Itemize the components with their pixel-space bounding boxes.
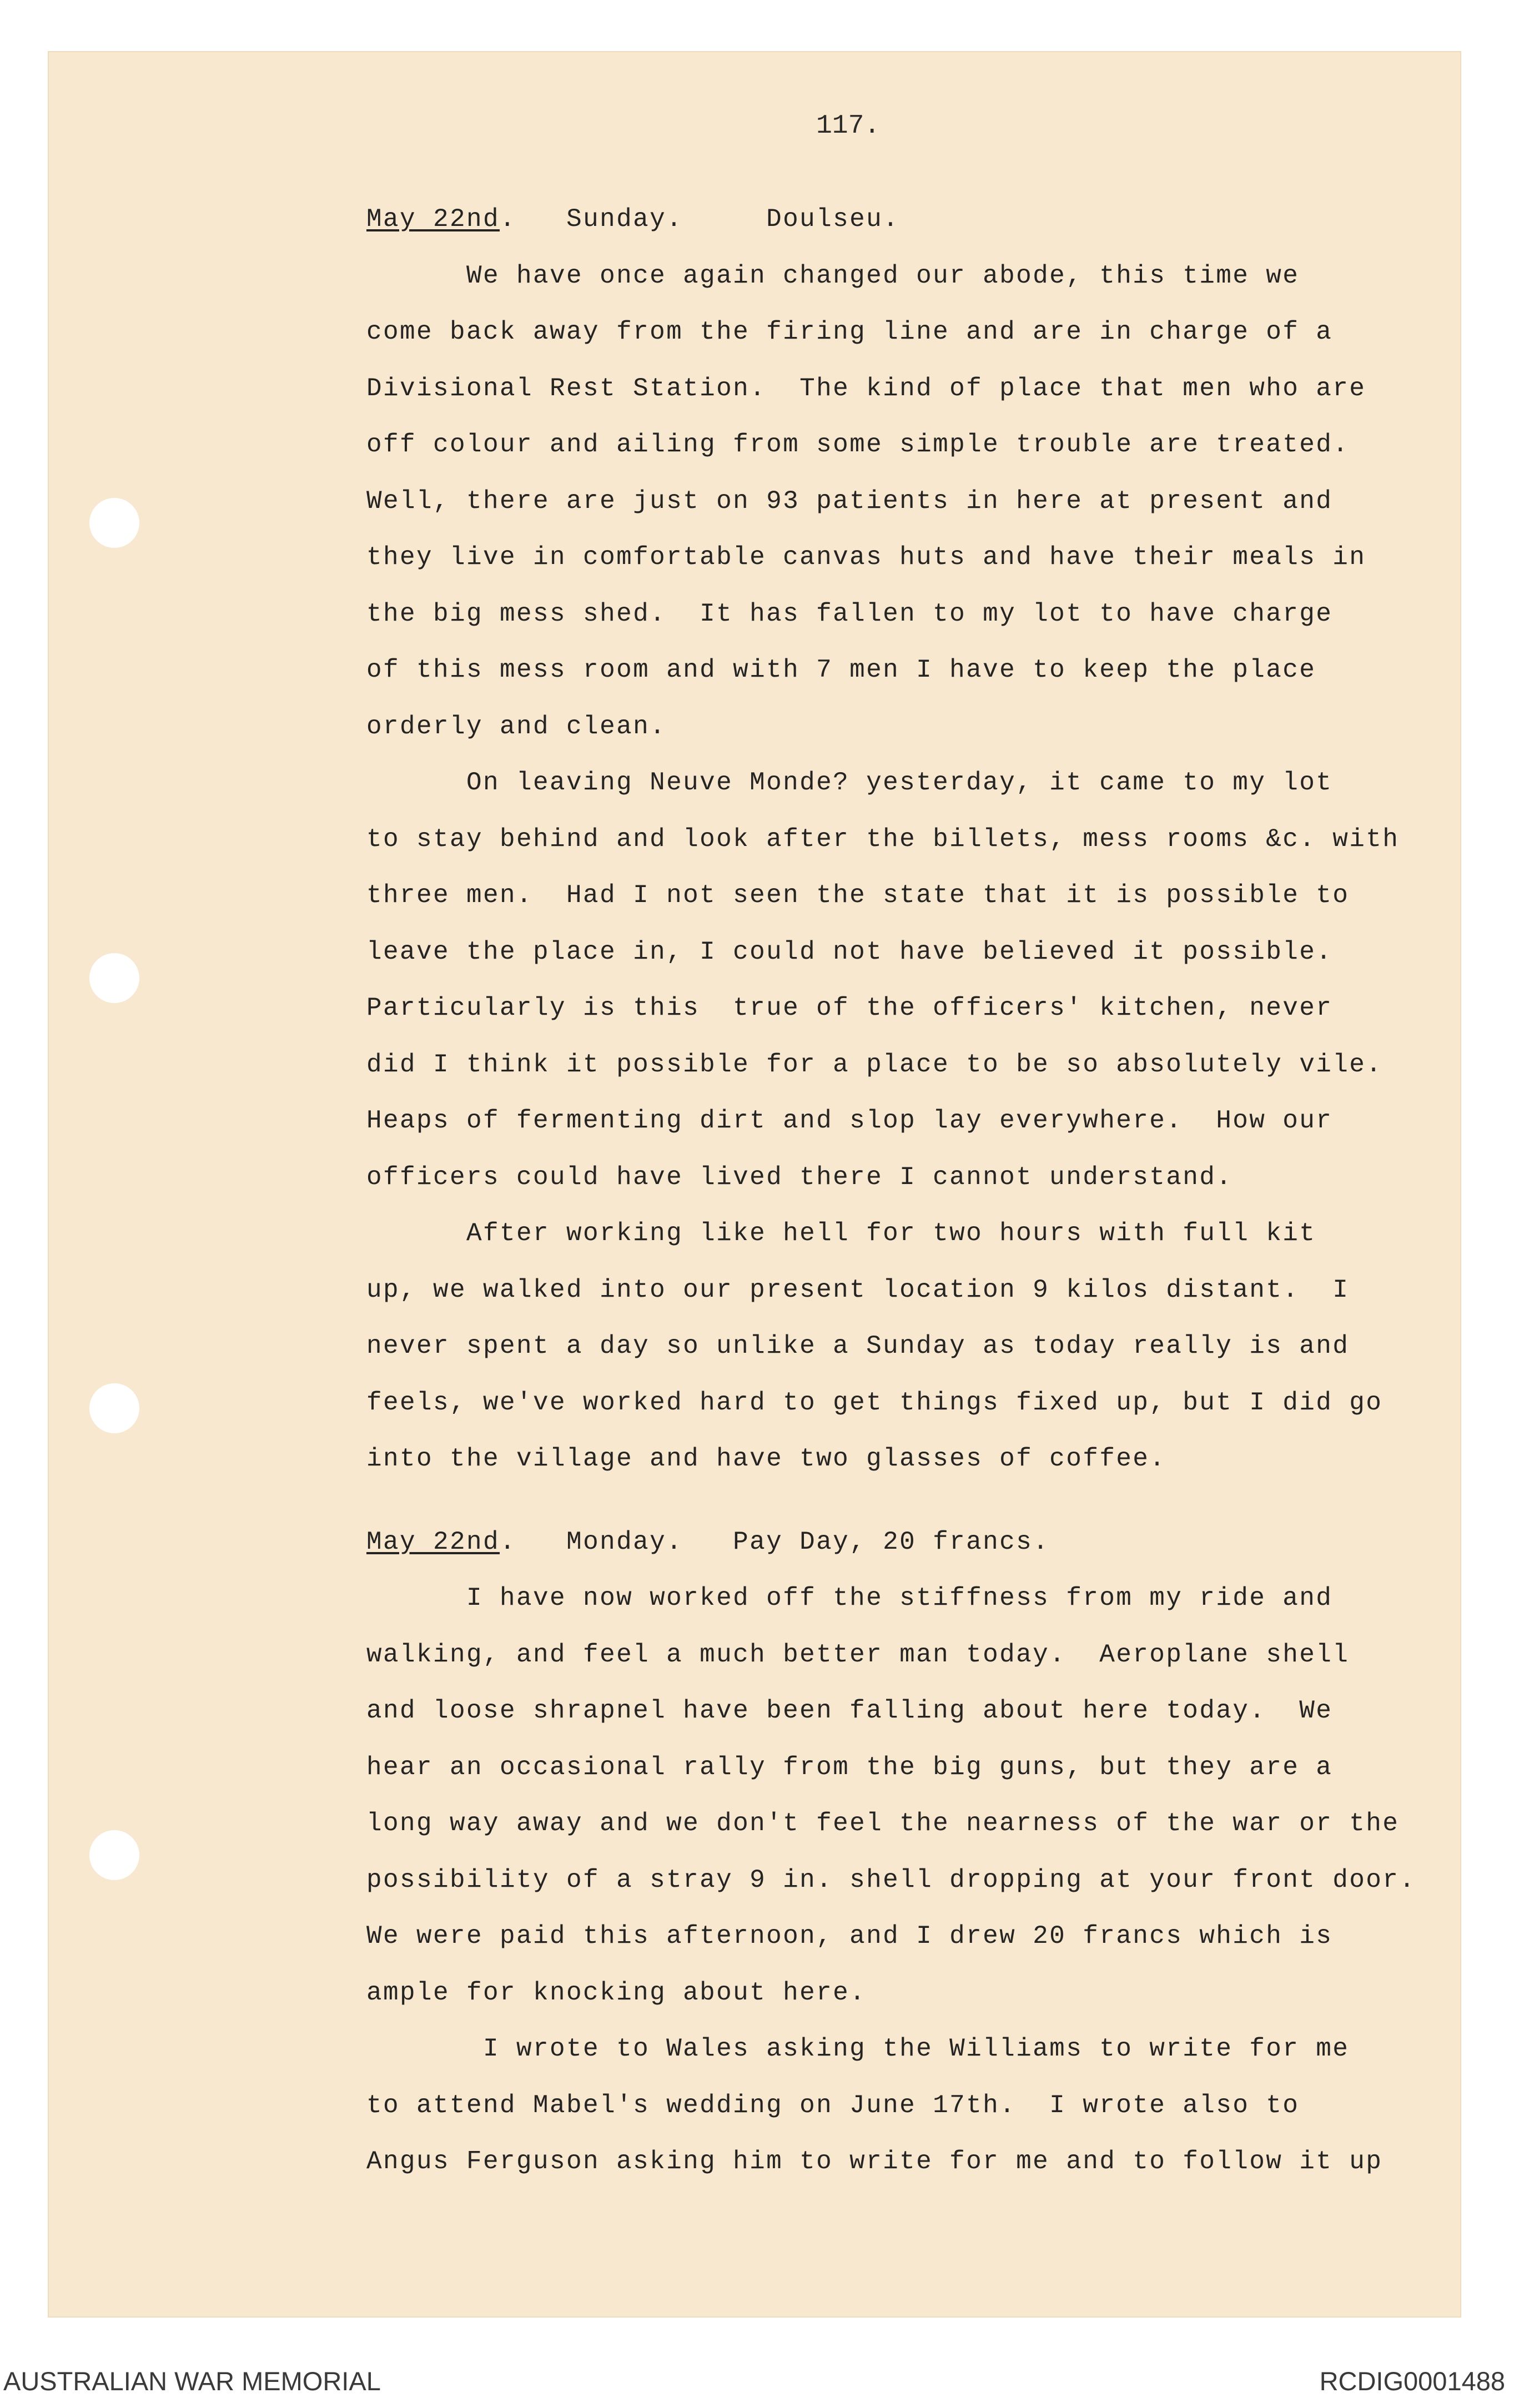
entry-date: May 22nd [366,205,500,234]
text-line: leave the place in, I could not have believed it possible. [366,937,1333,966]
text-line: Divisional Rest Station. The kind of place that men who are [366,374,1366,403]
text-line: feels, we've worked hard to get things fixed up, but I did go [366,1388,1383,1417]
text-line: ample for knocking about here. [366,1978,867,2007]
text-line: possibility of a stray 9 in. shell dropping at your front door. [366,1865,1416,1895]
text-line: three men. Had I not seen the state that it is possible to [366,881,1350,910]
text-line: and loose shrapnel have been falling about here today. We [366,1696,1333,1725]
diary-text [366,192,1466,2190]
text-line: they live in comfortable canvas huts and have their meals in [366,543,1366,572]
text-line: to attend Mabel's wedding on June 17th. I wrote also to [366,2090,1300,2120]
archive-footer [0,2366,1514,2399]
entry-heading [366,192,1466,248]
text-line: off colour and ailing from some simple trouble are treated. [366,430,1350,459]
text-line: walking, and feel a much better man today. Aeroplane shell [366,1640,1350,1669]
text-line: to stay behind and look after the billets, mess rooms &c. with [366,824,1400,854]
punch-hole [89,1383,139,1433]
text-line: come back away from the firing line and are in charge of a [366,318,1333,346]
text-line: hear an occasional rally from the big guns, but they are a [366,1752,1333,1782]
text-line: Well, there are just on 93 patients in here at present and [366,486,1333,516]
text-line: up, we walked into our present location 9 kilos distant. I [366,1275,1350,1304]
entry-body [366,1570,1466,2190]
text-line: long way away and we don't feel the nearness of the war or the [366,1809,1400,1838]
punch-hole [89,953,139,1003]
entry-heading-rest: . Sunday. Doulseu. [500,205,900,234]
page-number: 117. [816,111,881,141]
diary-entry [366,192,1466,1488]
entry-heading-rest: . Monday. Pay Day, 20 francs. [500,1527,1050,1556]
entry-body [366,248,1466,1488]
archive-reference: RCDIG0001488 [1319,2366,1505,2396]
text-line: orderly and clean. [366,712,667,741]
text-line: never spent a day so unlike a Sunday as today really is and [366,1332,1350,1361]
text-line: Particularly is this true of the officers' kitchen, never [366,994,1333,1022]
text-line: We have once again changed our abode, this time we [366,261,1300,290]
text-line: Heaps of fermenting dirt and slop lay everywhere. How our [366,1106,1333,1135]
text-line: I wrote to Wales asking the Williams to write for me [366,2034,1350,2063]
entry-heading [366,1514,1466,1571]
text-line: the big mess shed. It has fallen to my lot to have charge [366,599,1333,628]
text-line: Angus Ferguson asking him to write for me and to follow it up [366,2147,1383,2176]
text-line: I have now worked off the stiffness from my ride and [366,1584,1333,1613]
diary-entry [366,1514,1466,2190]
entry-date: May 22nd [366,1527,500,1556]
text-line: officers could have lived there I cannot understand. [366,1162,1233,1192]
punch-hole [89,498,139,548]
text-line: We were paid this afternoon, and I drew 20 francs which is [366,1922,1333,1951]
text-line: into the village and have two glasses of coffee. [366,1444,1166,1473]
text-line: On leaving Neuve Monde? yesterday, it came to my lot [366,768,1333,797]
text-line: of this mess room and with 7 men I have to keep the place [366,656,1316,684]
punch-hole [89,1830,139,1880]
archive-credit: AUSTRALIAN WAR MEMORIAL [3,2366,381,2396]
text-line: did I think it possible for a place to be so absolutely vile. [366,1050,1383,1079]
text-line: After working like hell for two hours with full kit [366,1219,1316,1248]
